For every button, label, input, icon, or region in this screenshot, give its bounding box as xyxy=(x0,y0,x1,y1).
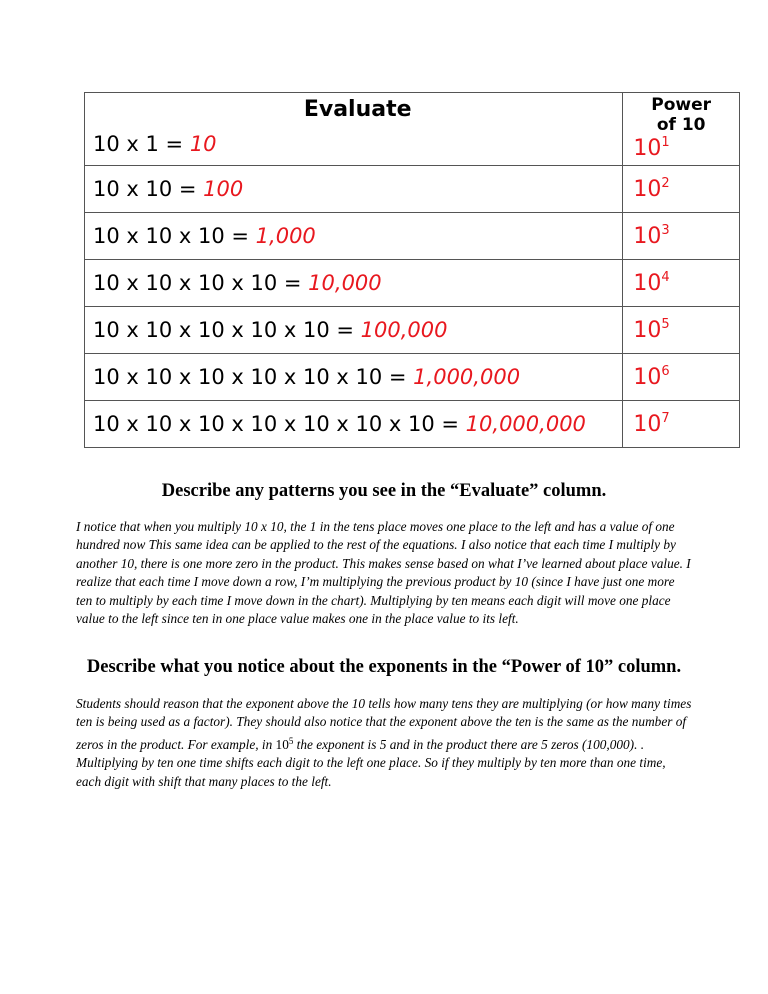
row-6-expression: 10 x 10 x 10 x 10 x 10 x 10 = 1,000,000 xyxy=(93,365,521,389)
table-row xyxy=(85,166,740,213)
power-header-cell xyxy=(623,93,740,166)
power-of-10-header: Power of 10 xyxy=(651,95,712,135)
row-5-expression: 10 x 10 x 10 x 10 x 10 = 100,000 xyxy=(93,318,448,342)
row-1-power: $10^1$ xyxy=(633,135,670,161)
row-7-answer: 10,000,000 xyxy=(465,412,586,436)
patterns-question-heading: Describe any patterns you see in the “Evaluate” column. xyxy=(161,481,607,501)
row-2-expression: 10 x 10 = 100 xyxy=(93,177,244,201)
table-row xyxy=(85,307,740,354)
row-7-expression: 10 x 10 x 10 x 10 x 10 x 10 x 10 = 10,000,000 xyxy=(93,412,586,436)
row-3-expression: 10 x 10 x 10 = 1,000 xyxy=(93,224,316,248)
row-6-power: $10^6$ xyxy=(633,364,670,390)
row-5-answer: 100,000 xyxy=(360,318,448,342)
row-6-answer: 1,000,000 xyxy=(413,365,521,389)
table-row xyxy=(85,260,740,307)
row-5-power: $10^5$ xyxy=(633,317,670,343)
row-4-answer: 10,000 xyxy=(308,271,382,295)
table-header-row xyxy=(85,93,740,166)
evaluate-header-cell xyxy=(85,93,623,166)
table-row xyxy=(85,354,740,401)
evaluate-header: Evaluate xyxy=(303,97,412,122)
powers-of-ten-table xyxy=(84,92,740,448)
exponents-answer-text: Students should reason that the exponent above the 10 tells how many tens they are multiplying (or how many times ten is being used as a factor). They should also notice that the exponent above the ten is the same as the number of zeros in the product. For example, in $10^5$ the exponent is 5 and in the product there are 5 zeros (100,000). . Multiplying by ten one time shifts each digit to the left one place. So if they multiply by ten more than one time, each digit with shift that many places to the left. xyxy=(76,696,692,789)
row-2-answer: 100 xyxy=(203,177,244,201)
row-4-power: $10^4$ xyxy=(633,270,670,296)
row-2-power: $10^2$ xyxy=(633,176,670,202)
patterns-answer-text: I notice that when you multiply 10 x 10, the 1 in the tens place moves one place to the left and has a value of one hundred now This same idea can be applied to the rest of the equations. I also notice that each time I multiply by another 10, there is one more zero in the product. This makes sense based on what I’ve learned about place value. I realize that each time I move down a row, I’m multiplying the previous product by 10 (since I have just one more ten to multiply by each time I move down in the chart). Multiplying by ten means each digit will move one place value to the left since ten in one place value makes one in the place value to its left. xyxy=(76,519,691,627)
row-3-power: $10^3$ xyxy=(633,223,670,249)
row-7-power: $10^7$ xyxy=(633,411,670,437)
table-row xyxy=(85,213,740,260)
example-power: $10^5$ xyxy=(275,735,294,752)
row-3-answer: 1,000 xyxy=(255,224,316,248)
row-1-answer: 10 xyxy=(189,132,217,156)
exponents-question-heading: Describe what you notice about the exponents in the “Power of 10” column. xyxy=(86,657,682,677)
row-4-expression: 10 x 10 x 10 x 10 = 10,000 xyxy=(93,271,382,295)
table-row xyxy=(85,401,740,448)
row-1-expression: 10 x 1 = 10 xyxy=(93,132,217,156)
